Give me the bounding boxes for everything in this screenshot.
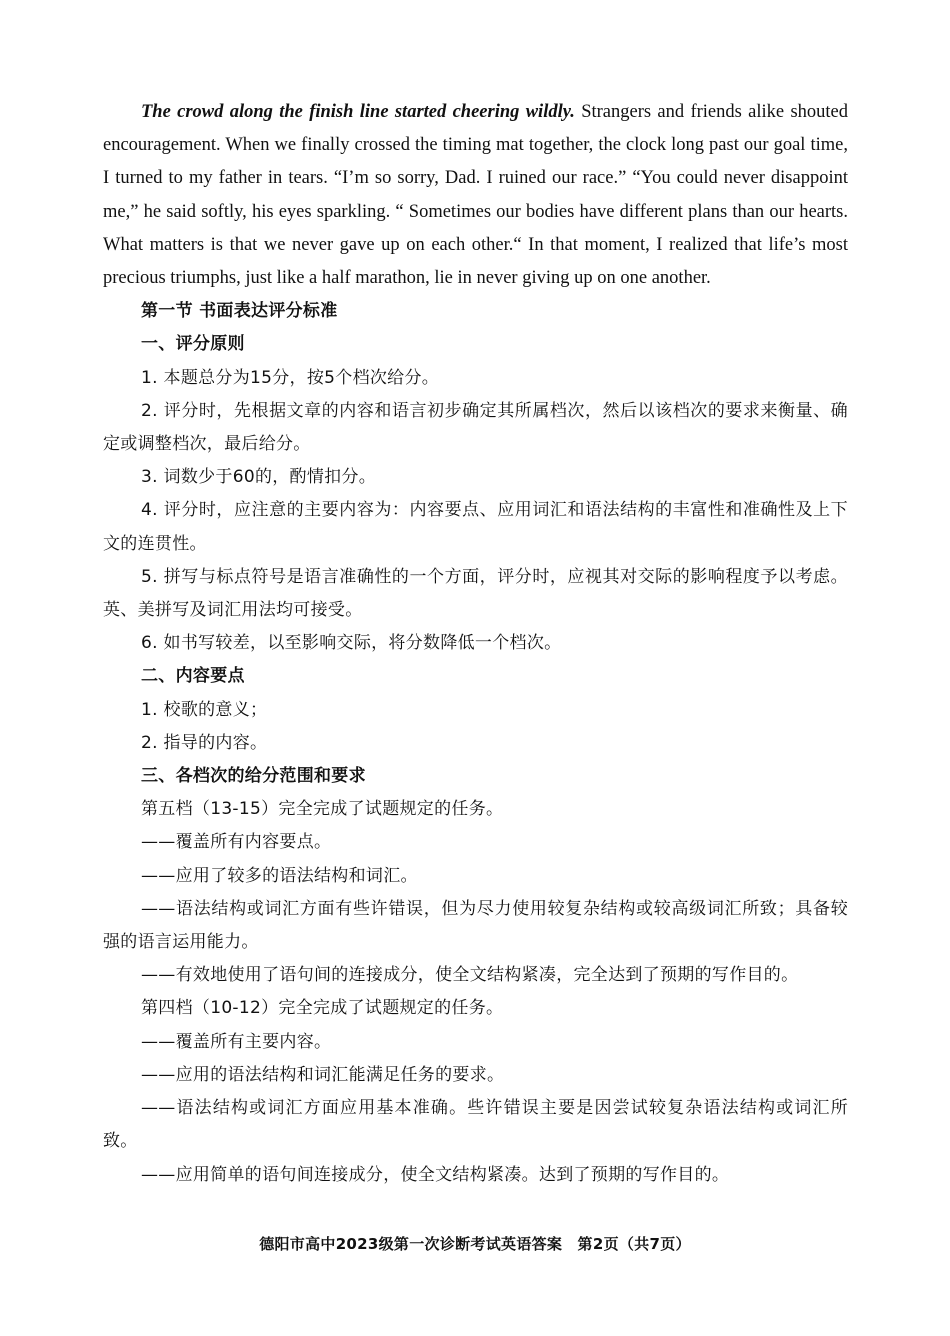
grade-five-requirement: ——语法结构或词汇方面有些许错误，但为尽力使用较复杂结构或较高级词汇所致；具备较强的语言运用能力。 <box>103 898 848 953</box>
grade-four-requirement: ——覆盖所有主要内容。 <box>141 1031 332 1052</box>
grade-five-requirement: ——覆盖所有内容要点。 <box>141 832 332 853</box>
page-content <box>103 96 848 1192</box>
story-lead-sentence: The crowd along the finish line started cheering wildly. <box>141 102 575 122</box>
principles-heading: 一、评分原则 <box>141 334 245 355</box>
grade-four-title: 第四档（10-12）完全完成了试题规定的任务。 <box>141 998 504 1019</box>
grades-heading: 三、各档次的给分范围和要求 <box>141 766 366 787</box>
principle-item: 6. 如书写较差，以至影响交际，将分数降低一个档次。 <box>141 633 562 654</box>
section-title: 第一节 书面表达评分标准 <box>141 301 338 322</box>
page-footer: 德阳市高中2023级第一次诊断考试英语答案 第2页（共7页） <box>259 1235 691 1253</box>
grade-four-requirement: ——应用的语法结构和词汇能满足任务的要求。 <box>141 1064 505 1085</box>
key-point-item: 2. 指导的内容。 <box>141 732 268 753</box>
grade-four-requirement: ——语法结构或词汇方面应用基本准确。些许错误主要是因尝试较复杂语法结构或词汇所致。 <box>103 1098 848 1152</box>
principle-item: 3. 词数少于60的，酌情扣分。 <box>141 467 377 488</box>
key-point-item: 1. 校歌的意义； <box>141 699 268 720</box>
principle-item: 5. 拼写与标点符号是语言准确性的一个方面，评分时，应视其对交际的影响程度予以考虑。英、美拼写及词汇用法均可接受。 <box>103 566 848 621</box>
story-body: Strangers and friends alike shouted encouragement. When we finally crossed the timing mat together, the clock long past our goal time, I turned to my father in tears. “I’m so sorry, Dad. I ruined our race.” “You could never disappoint me,” he said softly, his eyes sparkling. “ Sometimes our bodies have different plans than our hearts. What matters is that we never gave up on each other.“ In that moment, I realized that life’s most precious triumphs, just like a half marathon, lie in never giving up on one another. <box>103 102 848 289</box>
principle-item: 4. 评分时，应注意的主要内容为：内容要点、应用词汇和语法结构的丰富性和准确性及上下文的连贯性。 <box>103 500 848 554</box>
grade-five-requirement: ——有效地使用了语句间的连接成分，使全文结构紧凑，完全达到了预期的写作目的。 <box>141 965 799 986</box>
principle-item: 1. 本题总分为15分，按5个档次给分。 <box>141 367 440 388</box>
grade-five-title: 第五档（13-15）完全完成了试题规定的任务。 <box>141 799 504 820</box>
grade-five-requirement: ——应用了较多的语法结构和词汇。 <box>141 865 418 886</box>
story-paragraph <box>103 96 848 295</box>
principle-item: 2. 评分时，先根据文章的内容和语言初步确定其所属档次，然后以该档次的要求来衡量、确定或调整档次，最后给分。 <box>103 400 848 455</box>
key-points-heading: 二、内容要点 <box>141 666 245 687</box>
grade-four-requirement: ——应用简单的语句间连接成分，使全文结构紧凑。达到了预期的写作目的。 <box>141 1164 730 1185</box>
